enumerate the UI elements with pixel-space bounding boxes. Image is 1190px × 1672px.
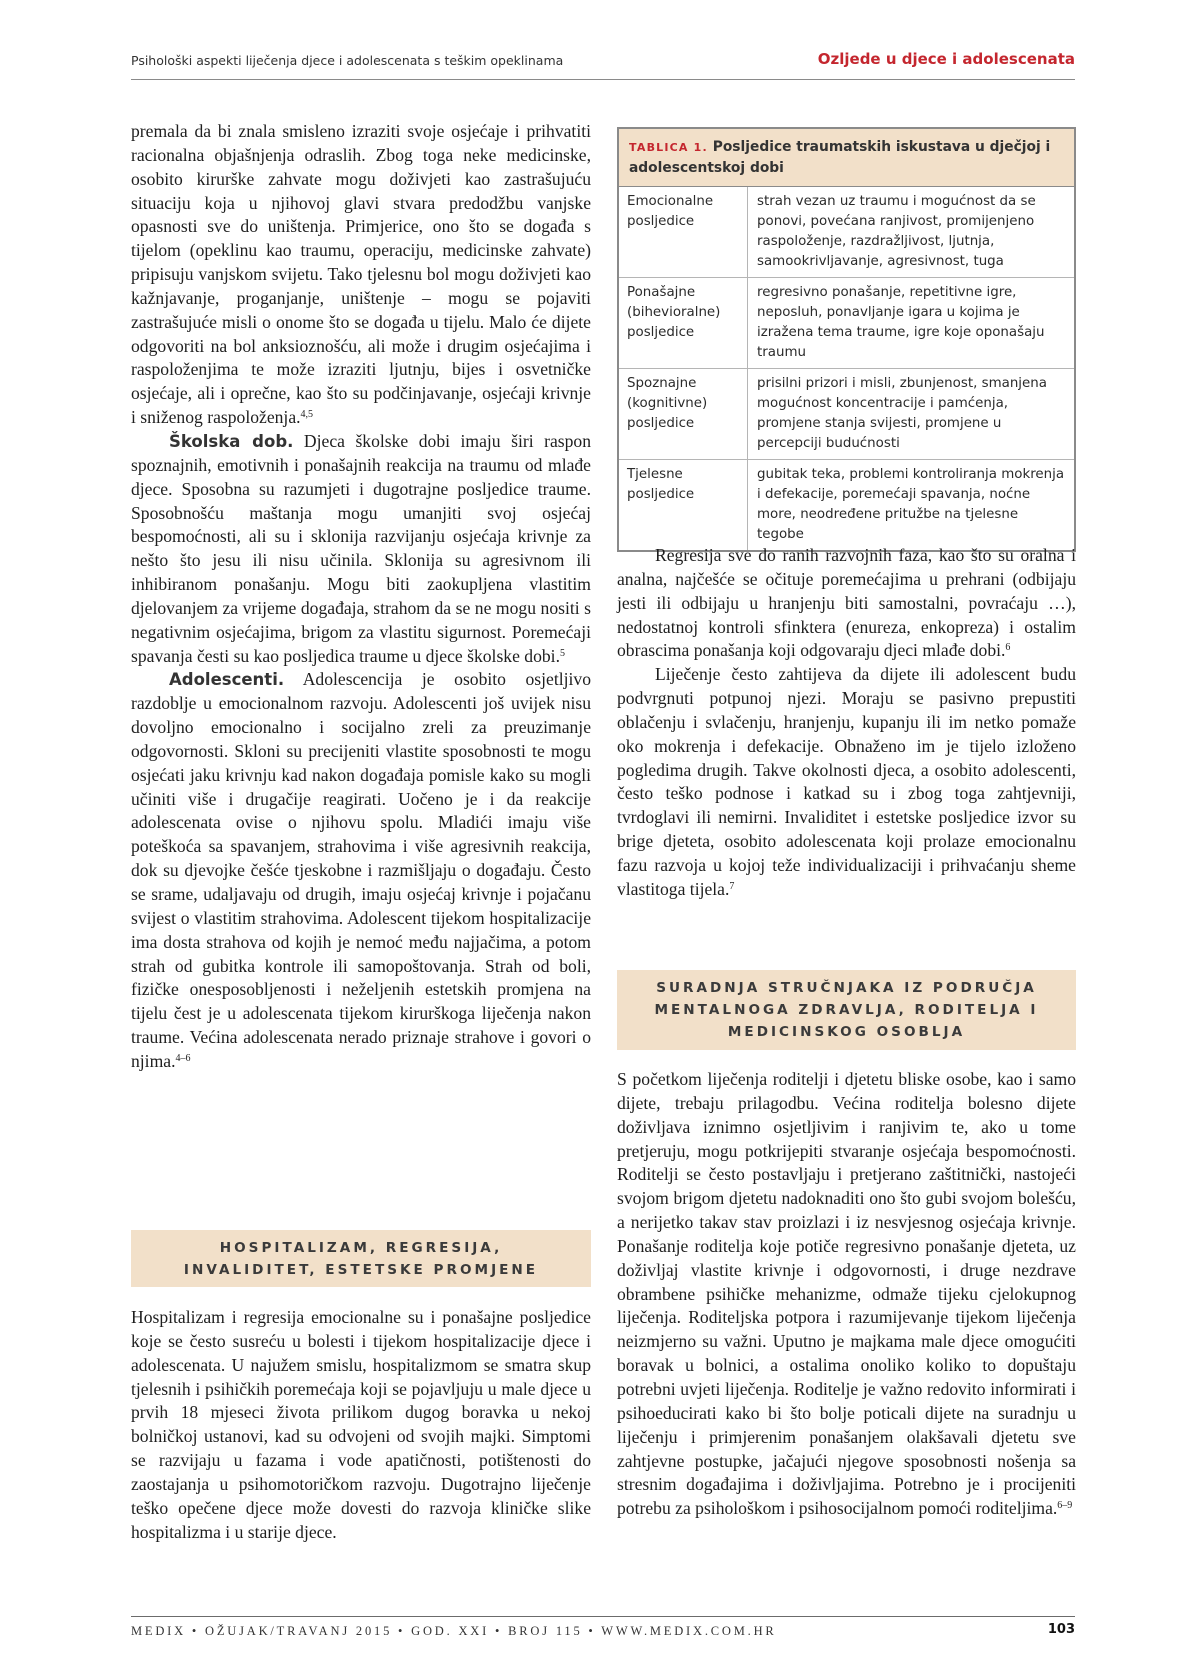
paragraph-lead: Adolescenti. xyxy=(169,670,285,690)
paragraph: Školska dob. Djeca školske dobi imaju širi raspon spoznajnih, emotivnih i ponašajnih reakcija na traumu od mlađe djece. Sposobna su razumjeti i dugotrajne posljedice traume. Sposobnošću maštanja mogu umanjiti svoj osjećaj bespomoćnosti, ali su i sklonija razvijanju osjećaja krivnje za nešto što jesu ili nisu učinila. Sklonija su agresivnom ili inhibiranom ponašanju. Mogu biti zaokupljena vlastitim djelovanjem za vrijeme događaja, strahom da se ne mogu nositi s negativnim osjećajima, brigom za vlastitu sigurnost. Poremećaji spavanja česti su kao posljedica traume u djece školske dobi.$^5$ xyxy=(131,430,591,666)
running-header xyxy=(131,49,1075,80)
table-posljedice xyxy=(617,127,1076,552)
reference: 4,5 xyxy=(300,409,314,421)
table-cell-description: prisilni prizori i misli, zbunjenost, smanjena mogućnost koncentracije i pamćenja, promjene stanja svijesti, promjene u percepciji budućnosti xyxy=(757,376,1047,451)
reference: 4–6 xyxy=(175,1052,191,1064)
table-row xyxy=(619,187,1074,277)
section-heading-hospitalizam: HOSPITALIZAM, REGRESIJA, INVALIDITET, ESTETSKE PROMJENE xyxy=(131,1230,591,1287)
page-number: 103 xyxy=(1047,1622,1075,1637)
running-footer xyxy=(131,1616,1075,1639)
table-cell-description: gubitak teka, problemi kontroliranja mokrenja i defekacije, poremećaji spavanja, noćne more, neodređene pritužbe na tjelesne tegobe xyxy=(757,467,1065,542)
table-caption xyxy=(619,129,1074,187)
right-column-continued xyxy=(617,1068,1076,1521)
paragraph-lead: Školska dob. xyxy=(169,431,294,451)
footer-journal-info: MEDIX • OŽUJAK/TRAVANJ 2015 • GOD. XXI • BROJ 115 • WWW.MEDIX.COM.HR xyxy=(131,1624,777,1638)
paragraph: Adolescenti. Adolescencija je osobito osjetljivo razdoblje u emocionalnom razvoju. Adolescenti još uvijek nisu dovoljno emocionalno i socijalno zreli za preuzimanje odgovornosti. Skloni su precijeniti vlastite sposobnosti te mogu osjećati jaku krivnju kad nakon događaja pomisle kako su mogli učiniti više i drugačije reagirati. Uočeno je i da reakcije adolescenata ovise o njihovu spolu. Mladići imaju više poteškoća sa spavanjem, strahovima i više agresivnih reakcija, dok su djevojke češće tjeskobne i razmišljaju o događaju. Često se srame, udaljavaju od drugih, imaju osjećaj krivnje i pojačanu svijest o vlastitim strahovima. Adolescent tijekom hospitalizacije ima dosta strahova od kojih je nemoć među najjačima, a potom strah od gubitka kontrole ili samopoštovanja. Strah od boli, fizičke onesposobljenosti i neželjenih estetskih promjena na tijelu čest je u adolescenata tijekom kirurškoga liječenja nakon traume. Većina adolescenata nerado priznaje strahove i govori o njima.$^{4-6}$ xyxy=(131,669,591,1071)
header-section-title: Ozljede u djece i adolescenata xyxy=(817,50,1075,68)
paragraph: premala da bi znala smisleno izraziti svoje osjećaje i prihvatiti racionalna objašnjenja odraslih. Zbog toga neke medicinske, osobito kirurške zahvate mogu doživjeti kao zastrašujuću situaciju koja u njihovoj glavi stvara predodžbu vanjske opasnosti sve do uništenja. Primjerice, ono što se događa s tijelom (opeklinu kao traumu, operaciju, medicinske zahvate) pripisuju vanjskom svijetu. Tako tjelesnu bol mogu doživjeti kao kažnjavanje, proganjanje, uništenje – mogu se pojaviti zastrašujuće misli o onome što se događa u tijelu. Malo će dijete odgovoriti na bol anksioznošću, ali može i drugim osjećajima i raspoloženjima te može izraziti ljutnju, bijes i osvetničke osjećaje, ali i oprečne, kao što su podčinjavanje, osjećaji krivnje i sniženog raspoloženja.$^{4,5}$ xyxy=(131,121,591,428)
header-article-title: Psihološki aspekti liječenja djece i adolescenata s teškim opeklinama xyxy=(131,53,564,68)
table-cell-description: strah vezan uz traumu i mogućnost da se ponovi, povećana ranjivost, promijenjeno raspoloženje, razdražljivost, ljutnja, samookrivljavanje, agresivnost, tuga xyxy=(757,194,1036,269)
paragraph: Hospitalizam i regresija emocionalne su i ponašajne posljedice koje se često susreću u bolesti i tijekom hospitalizacije djece i adolescenata. U najužem smislu, hospitalizmom se smatra skup tjelesnih i psihičkih poremećaja koji se pojavljuju u male djece u prvih 18 mjeseci života prilikom dugog boravka u nekoj bolničkoj ustanovi, kad su odvojeni od svojih majki. Simptomi se razvijaju u fazama i vode apatičnosti, potištenosti do zaostajanja u psihomotoričkom razvoju. Dugotrajno liječenje teško opečene djece može dovesti do razvoja kliničke slike hospitalizma i u starije djece. xyxy=(131,1307,591,1542)
reference: 6 xyxy=(1005,642,1011,654)
table-cell-category: Tjelesne posljedice xyxy=(619,460,748,550)
left-column xyxy=(131,120,591,1074)
reference: 5 xyxy=(559,647,565,659)
table-label: TABLICA 1. xyxy=(629,141,708,154)
paragraph: S početkom liječenja roditelji i djetetu bliske osobe, kao i samo dijete, trebaju prilagodbu. Većina roditelja bolesno dijete doživljava iznimno osjetljivim i ranjivim te, ako u tome pretjeruju, mogu potkrijepiti stvaranje osjećaja bespomoćnosti. Roditelji se često postavljaju i pretjerano zaštitnički, nastojeći svojom brigom djetetu nadoknaditi ono što gubi svojom bolešću, a nerijetko takav stav proizlazi i iz nesvjesnog osjećaja krivnje. Ponašanje roditelja koje potiče regresivno ponašanje djeteta, uz doživljaj vlastite krivnje i odgovornosti, i druge nezdrave obrambene psihičke mehanizme, odmaže tijeku cjelokupnog liječenja. Roditeljska potpora i razumijevanje tijekom liječenja neizmjerno su važni. Uputno je majkama male djece omogućiti boravak u bolnici, a ostalima onoliko koliko to dopuštaju potrebni uvjeti liječenja. Roditelje je važno redovito informirati i psihoeducirati kako bi što bolje poticali dijete na suradnju u liječenju i primjerenim ponašanjem olakšavali djetetu sve zahtjevne postupke, jačajući njegove sposobnosti nošenja sa stresnim događajima i doživljajima. Potrebno je i procijeniti potrebu za psihološkom i psihosocijalnom pomoći roditeljima.$^{6-9}$ xyxy=(617,1069,1076,1519)
section-heading-suradnja: SURADNJA STRUČNJAKA IZ PODRUČJA MENTALNOGA ZDRAVLJA, RODITELJA I MEDICINSKOG OSOBLJA xyxy=(617,970,1076,1050)
table-cell-category: Ponašajne (bihevioralne) posljedice xyxy=(619,278,748,368)
table-row xyxy=(619,368,1074,459)
table-cell-category: Emocionalne posljedice xyxy=(619,187,748,277)
reference: 6–9 xyxy=(1057,1500,1073,1512)
table-title: Posljedice traumatskih iskustava u dječjoj i adolescentskoj dobi xyxy=(629,139,1051,176)
paragraph: Liječenje često zahtijeva da dijete ili adolescent budu podvrgnuti potpunoj njezi. Moraju se pasivno prepustiti oblačenju i svlačenju, hranjenju, kupanju ili im netko pomaže oko mokrenja i defekacije. Obnaženo im je tijelo izloženo pogledima drugih. Takve okolnosti djeca, a osobito adolescenti, često teško podnose i katkad su i zbog toga zahtjevniji, tvrdoglavi ili nemirni. Invaliditet i estetske posljedice izvor su brige djeteta, osobito adolescenata koji prolaze emocionalnu fazu razvoja u kojoj teže individualizaciji i prihvaćanju sheme vlastitoga tijela.$^7$ xyxy=(617,664,1076,899)
table-cell-category: Spoznajne (kognitivne) posljedice xyxy=(619,369,748,459)
paragraph: Regresija sve do ranih razvojnih faza, kao što su oralna i analna, najčešće se očituje poremećajima u prehrani (odbijaju jesti ili odbijaju u hranjenju biti samostalni, povraćaju …), nedostatnoj kontroli sfinktera (enureza, enkopreza) i ostalim obrascima ponašanja koji odgovaraju djeci mlađe dobi.$^6$ xyxy=(617,545,1076,661)
table-row xyxy=(619,459,1074,550)
right-column xyxy=(617,544,1076,902)
table-row xyxy=(619,277,1074,368)
reference: 7 xyxy=(729,880,735,892)
table-cell-description: regresivno ponašanje, repetitivne igre, neposluh, ponavljanje igara u kojima je izražena tema traume, igre koje oponašaju traumu xyxy=(757,285,1045,360)
left-column-continued xyxy=(131,1306,591,1544)
